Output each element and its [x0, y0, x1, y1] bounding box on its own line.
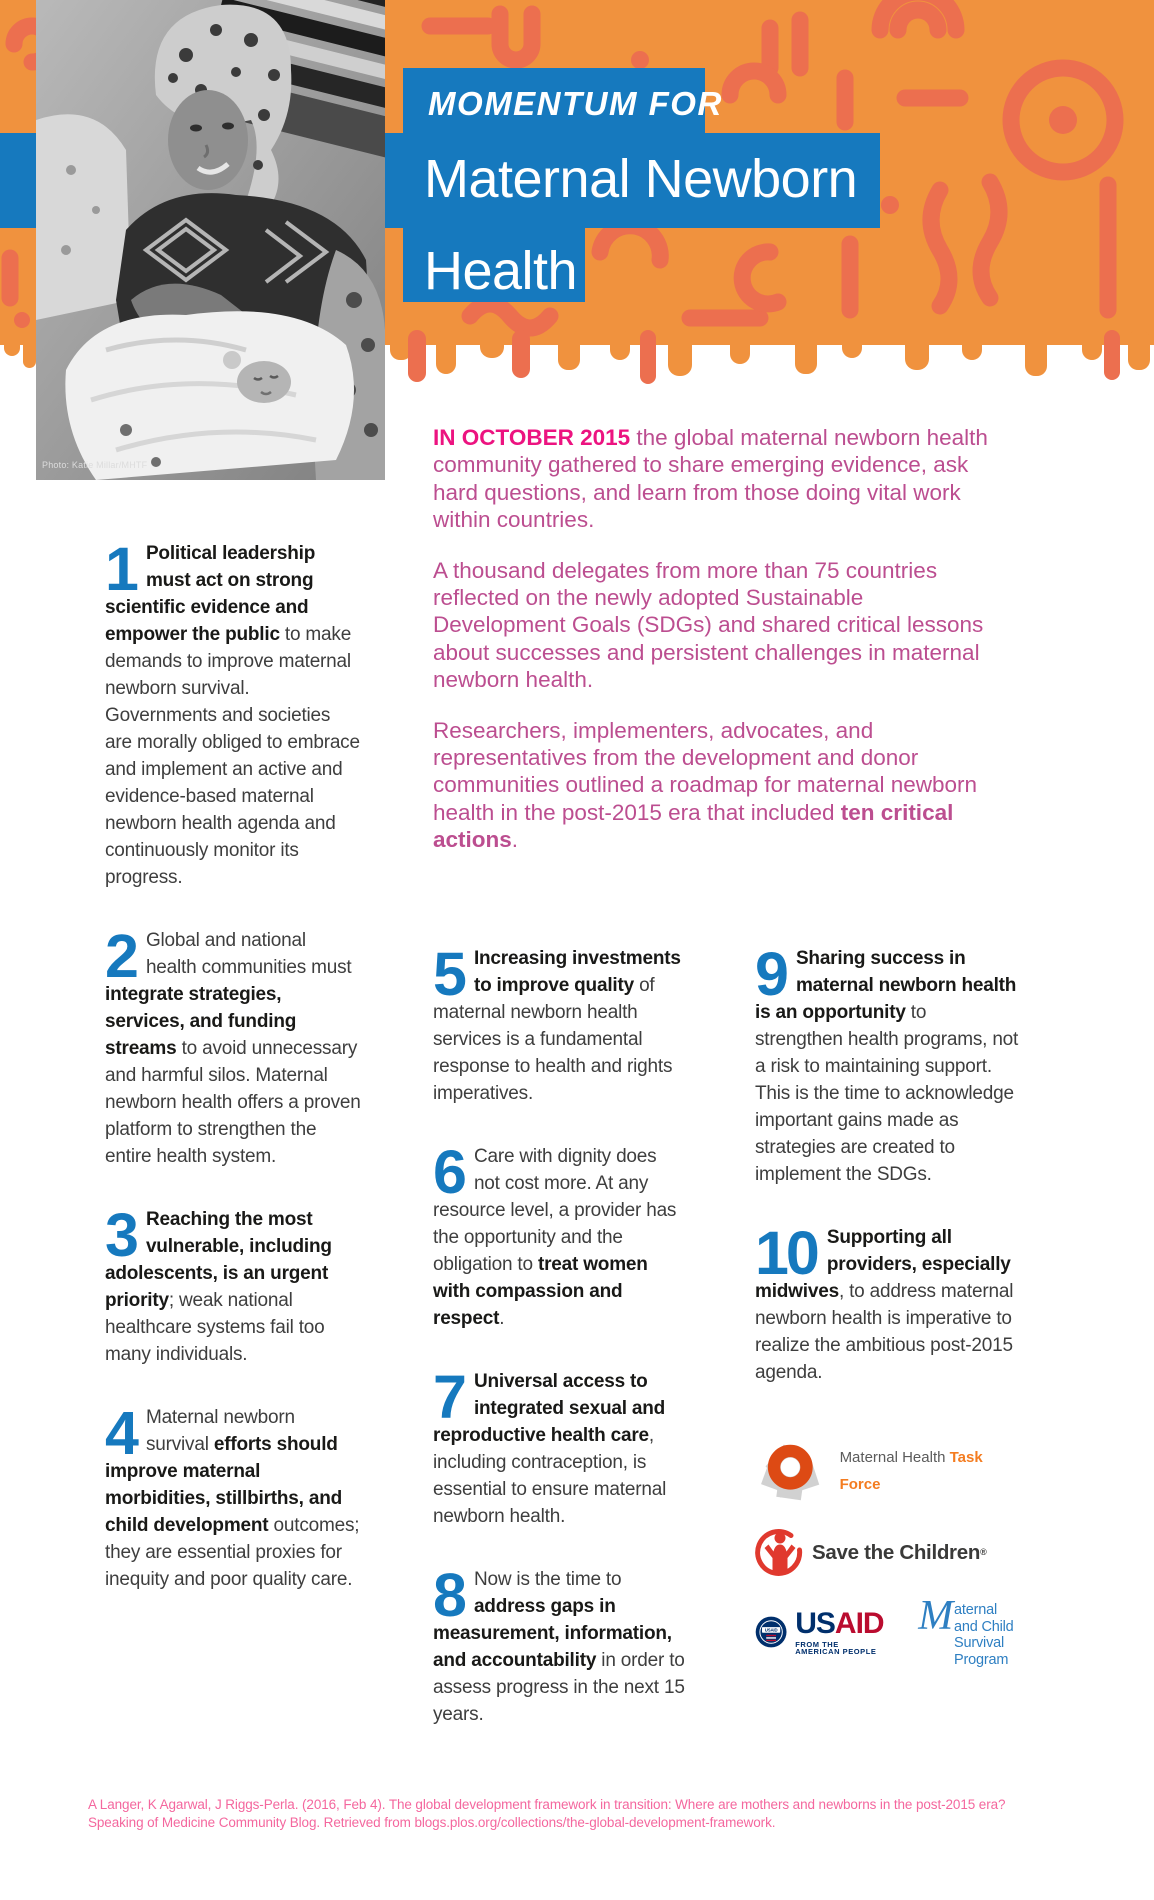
action-text-segment: , to address maternal newborn health is imperative to realize the ambitious post-2015 agenda.: [755, 1281, 1014, 1383]
mhtf-name-orange: Task Force: [839, 1449, 983, 1493]
intro-paragraph-3: Researchers, implementers, advocates, and representatives from the development and donor communities outlined a roadmap for maternal newborn health in the post-2015 era that included ten critical actions.: [433, 717, 978, 853]
usaid-aid: AID: [834, 1606, 884, 1640]
action-text-segment: Supporting all providers, especially midwives: [755, 1227, 1011, 1302]
actions-column-right: [755, 940, 1019, 1688]
usaid-tagline: FROM THE AMERICAN PEOPLE: [795, 1639, 877, 1656]
save-the-children-logo-text: [812, 1539, 986, 1566]
action-text-segment: efforts should improve maternal morbidities, stillbirths, and child development: [105, 1434, 343, 1536]
usaid-seal-icon: [755, 1609, 787, 1655]
intro-section: [433, 424, 999, 877]
stc-label: Save the Children: [812, 1540, 981, 1564]
usaid-seal-text: USAID: [764, 1627, 778, 1633]
action-text-segment: Reaching the most vulnerable, including adolescents, is an urgent priority: [105, 1209, 332, 1311]
mother-baby-photo: [36, 0, 385, 480]
action-text-segment: Universal access to integrated sexual and reproductive health care: [433, 1371, 666, 1446]
action-text-segment: address gaps in measurement, information, and accountability: [433, 1596, 672, 1671]
action-text-segment: , including contraception, is essential to ensure maternal newborn health.: [433, 1425, 667, 1527]
action-number-1: 1: [105, 535, 136, 603]
action-text-segment: Global and national health communities must: [145, 930, 352, 978]
mhtf-logo-text: [840, 1444, 1019, 1498]
intro-paragraph-1: IN OCTOBER 2015 the global maternal newborn health community gathered to share emerging evidence, ask hard questions, and learn from those doing vital work within countries.: [433, 425, 988, 533]
action-number-8: 8: [433, 1561, 464, 1629]
stc-registered-mark: ®: [980, 1546, 987, 1557]
action-text-segment: integrate strategies, services, and funding streams: [105, 984, 297, 1059]
mhtf-name-gray: Maternal Health: [839, 1449, 946, 1466]
actions-column-left: [105, 535, 361, 1629]
actions-column-middle: [433, 940, 687, 1764]
action-number-9: 9: [755, 940, 786, 1008]
action-item-6: [433, 1138, 687, 1332]
action-number-7: 7: [433, 1363, 464, 1431]
action-item-7: [433, 1363, 687, 1530]
usaid-mcsp-row: [755, 1593, 1019, 1668]
action-text-segment: Now is the time to: [473, 1569, 622, 1590]
save-the-children-logo: [755, 1528, 1019, 1576]
mcsp-line2: Survival Program: [954, 1635, 1009, 1668]
mcsp-logo: [918, 1593, 1019, 1668]
action-text-segment: Increasing investments to improve quality: [473, 948, 681, 996]
action-number-6: 6: [433, 1138, 464, 1206]
action-item-1: [105, 535, 361, 891]
action-text-segment: of maternal newborn health services is a fundamental response to health and rights imperatives.: [433, 975, 673, 1104]
action-text-segment: Political leadership must act on strong scientific evidence and empower the public: [105, 543, 316, 645]
action-item-3: [105, 1201, 361, 1368]
action-item-4: [105, 1399, 361, 1593]
action-text-segment: outcomes; they are essential proxies for inequity and poor quality care.: [105, 1515, 360, 1590]
action-text-segment: ; weak national healthcare systems fail too many individuals.: [105, 1290, 325, 1365]
action-item-10: [755, 1219, 1019, 1386]
action-number-10: 10: [755, 1219, 817, 1287]
action-number-5: 5: [433, 940, 464, 1008]
action-text-segment: Maternal newborn survival: [145, 1407, 295, 1455]
citation-line2: Speaking of Medicine Community Blog. Retrieved from blogs.plos.org/collections/the-global-development-framework.: [88, 1815, 776, 1830]
citation-line1: A Langer, K Agarwal, J Riggs-Perla. (2016, Feb 4). The global development framework in transition: Where are mothers and newborns in the post-2015 era?: [88, 1797, 1006, 1812]
action-number-3: 3: [105, 1201, 136, 1269]
save-the-children-child-icon: [755, 1528, 803, 1576]
action-text-segment: Sharing success in maternal newborn health is an opportunity: [755, 948, 1017, 1023]
action-item-5: [433, 940, 687, 1107]
action-item-8: [433, 1561, 687, 1728]
action-text-segment: to make demands to improve maternal newborn survival. Governments and societies are morally obliged to embrace and implement an active and evidence-based maternal newborn health agenda and continuously monitor its progress.: [105, 624, 360, 888]
title-eyebrow: MOMENTUM FOR: [428, 85, 723, 122]
photo-credit: Photo: Katie Millar/MHTF: [42, 460, 148, 470]
action-item-9: [755, 940, 1019, 1188]
mhtf-logo: [755, 1434, 1019, 1508]
page-title-line1: Maternal Newborn: [424, 149, 858, 209]
action-text-segment: .: [499, 1308, 505, 1329]
mcsp-m-icon: M: [918, 1593, 954, 1639]
usaid-us: US: [795, 1606, 835, 1640]
action-text-segment: in order to assess progress in the next 15 years.: [433, 1650, 685, 1725]
mhtf-flower-icon: [755, 1434, 826, 1508]
action-number-4: 4: [105, 1399, 136, 1467]
usaid-wordmark: [795, 1606, 884, 1656]
mcsp-line1: aternal and Child: [954, 1602, 1014, 1635]
action-number-2: 2: [105, 922, 136, 990]
action-text-segment: Care with dignity does not cost more. At any resource level, a provider has the opportunity and the obligation to: [433, 1146, 677, 1275]
action-text-segment: to avoid unnecessary and harmful silos. Maternal newborn health offers a proven platform to strengthen the entire health system.: [105, 1038, 361, 1167]
page-title-line2: Health: [424, 241, 578, 301]
action-text-segment: to strengthen health programs, not a risk to maintaining support. This is the time to acknowledge important gains made as strategies are created to implement the SDGs.: [755, 1002, 1019, 1185]
citation-footer: [88, 1796, 1005, 1832]
partner-logos: [755, 1434, 1019, 1668]
intro-paragraph-2: A thousand delegates from more than 75 countries reflected on the newly adopted Sustainable Development Goals (SDGs) and shared critical lessons about successes and persistent challenges in maternal newborn health.: [433, 557, 984, 693]
action-item-2: [105, 922, 361, 1170]
action-text-segment: treat women with compassion and respect: [433, 1254, 648, 1329]
